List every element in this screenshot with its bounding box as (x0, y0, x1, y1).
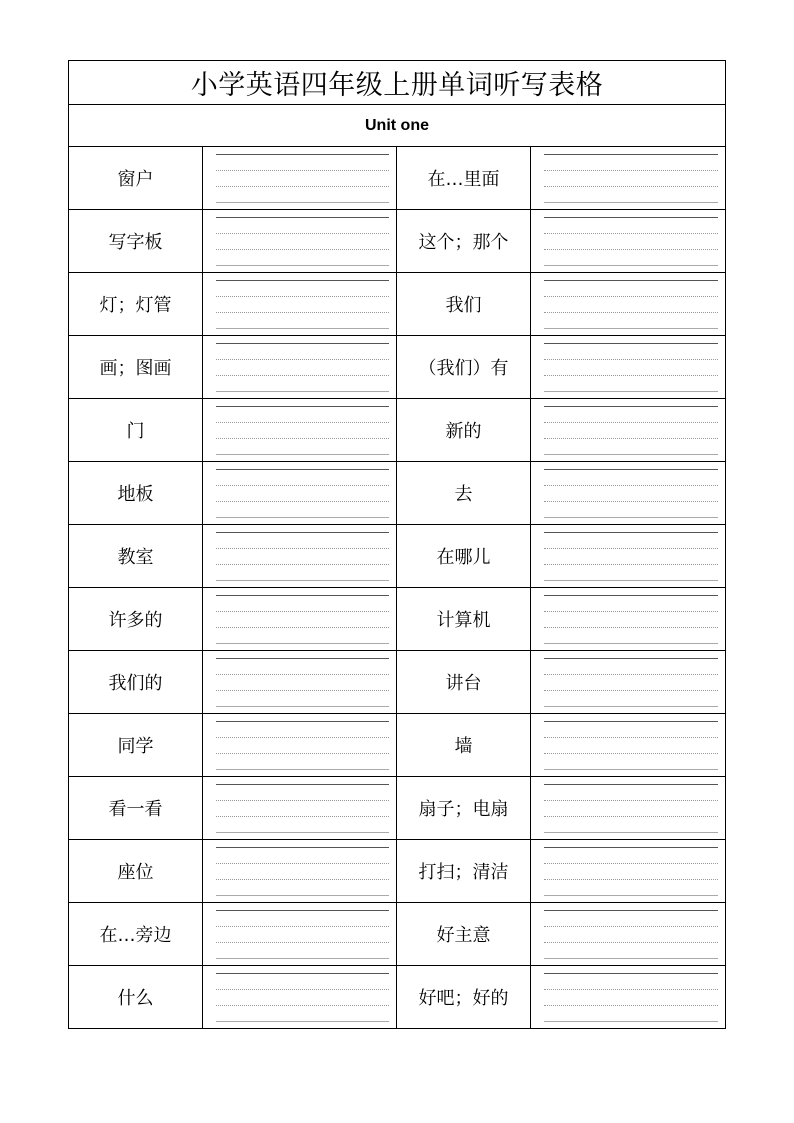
writing-guide-line (544, 769, 718, 770)
writing-lines (544, 532, 718, 581)
writing-guide-line (544, 832, 718, 833)
unit-heading: Unit one (69, 105, 726, 147)
writing-guide-line (544, 406, 718, 407)
answer-cell-right[interactable] (531, 462, 726, 525)
writing-guide-line (216, 564, 389, 565)
writing-guide-line (544, 690, 718, 691)
writing-guide-line (544, 926, 718, 927)
writing-guide-line (216, 958, 389, 959)
writing-guide-line (216, 580, 389, 581)
writing-guide-line (216, 643, 389, 644)
writing-guide-line (544, 910, 718, 911)
writing-guide-line (216, 186, 389, 187)
table-row (69, 714, 726, 777)
chinese-word-left: 我们的 (69, 651, 203, 714)
writing-lines (216, 595, 389, 644)
writing-guide-line (544, 202, 718, 203)
answer-cell-left[interactable] (203, 399, 397, 462)
writing-guide-line (544, 816, 718, 817)
writing-lines (216, 406, 389, 455)
answer-cell-right[interactable] (531, 903, 726, 966)
writing-guide-line (544, 249, 718, 250)
writing-guide-line (544, 879, 718, 880)
writing-lines (544, 280, 718, 329)
writing-guide-line (216, 690, 389, 691)
writing-lines (544, 343, 718, 392)
writing-guide-line (216, 469, 389, 470)
writing-guide-line (216, 627, 389, 628)
writing-guide-line (216, 517, 389, 518)
writing-guide-line (544, 674, 718, 675)
writing-lines (216, 343, 389, 392)
writing-lines (216, 847, 389, 896)
writing-guide-line (544, 532, 718, 533)
writing-guide-line (544, 800, 718, 801)
chinese-word-right: 打扫；清洁 (397, 840, 531, 903)
answer-cell-right[interactable] (531, 840, 726, 903)
writing-guide-line (544, 658, 718, 659)
table-row (69, 462, 726, 525)
chinese-word-left: 座位 (69, 840, 203, 903)
writing-guide-line (544, 296, 718, 297)
answer-cell-left[interactable] (203, 336, 397, 399)
chinese-word-left: 地板 (69, 462, 203, 525)
writing-guide-line (216, 769, 389, 770)
writing-guide-line (544, 595, 718, 596)
chinese-word-left: 门 (69, 399, 203, 462)
answer-cell-left[interactable] (203, 903, 397, 966)
writing-guide-line (216, 280, 389, 281)
writing-guide-line (544, 580, 718, 581)
writing-guide-line (544, 895, 718, 896)
writing-guide-line (216, 485, 389, 486)
writing-lines (544, 847, 718, 896)
chinese-word-right: 好主意 (397, 903, 531, 966)
answer-cell-right[interactable] (531, 588, 726, 651)
writing-guide-line (216, 863, 389, 864)
answer-cell-left[interactable] (203, 651, 397, 714)
writing-guide-line (216, 406, 389, 407)
writing-guide-line (216, 895, 389, 896)
writing-guide-line (216, 832, 389, 833)
answer-cell-right[interactable] (531, 525, 726, 588)
chinese-word-right: 在哪儿 (397, 525, 531, 588)
answer-cell-left[interactable] (203, 714, 397, 777)
writing-guide-line (216, 1021, 389, 1022)
writing-guide-line (216, 391, 389, 392)
answer-cell-left[interactable] (203, 147, 397, 210)
writing-guide-line (544, 280, 718, 281)
table-row (69, 525, 726, 588)
writing-guide-line (544, 989, 718, 990)
writing-lines (216, 280, 389, 329)
answer-cell-right[interactable] (531, 399, 726, 462)
answer-cell-left[interactable] (203, 588, 397, 651)
chinese-word-left: 灯；灯管 (69, 273, 203, 336)
writing-guide-line (216, 532, 389, 533)
writing-guide-line (216, 438, 389, 439)
writing-guide-line (544, 186, 718, 187)
writing-guide-line (216, 328, 389, 329)
writing-guide-line (216, 202, 389, 203)
writing-guide-line (544, 485, 718, 486)
table-row (69, 588, 726, 651)
writing-guide-line (544, 721, 718, 722)
writing-guide-line (216, 217, 389, 218)
writing-lines (216, 217, 389, 266)
answer-cell-right[interactable] (531, 147, 726, 210)
writing-guide-line (216, 249, 389, 250)
writing-guide-line (544, 359, 718, 360)
writing-lines (216, 154, 389, 203)
writing-guide-line (216, 501, 389, 502)
writing-guide-line (544, 753, 718, 754)
writing-guide-line (544, 328, 718, 329)
table-row (69, 966, 726, 1029)
writing-guide-line (544, 265, 718, 266)
answer-cell-right[interactable] (531, 777, 726, 840)
writing-guide-line (544, 517, 718, 518)
answer-cell-left[interactable] (203, 777, 397, 840)
writing-lines (216, 721, 389, 770)
writing-guide-line (216, 454, 389, 455)
writing-guide-line (544, 611, 718, 612)
table-row (69, 651, 726, 714)
answer-cell-left[interactable] (203, 273, 397, 336)
chinese-word-left: 窗户 (69, 147, 203, 210)
chinese-word-left: 在…旁边 (69, 903, 203, 966)
writing-guide-line (544, 1005, 718, 1006)
writing-guide-line (544, 863, 718, 864)
writing-guide-line (216, 1005, 389, 1006)
writing-lines (544, 910, 718, 959)
writing-guide-line (544, 454, 718, 455)
chinese-word-right: 讲台 (397, 651, 531, 714)
writing-guide-line (544, 501, 718, 502)
writing-lines (544, 658, 718, 707)
writing-lines (216, 469, 389, 518)
writing-guide-line (216, 265, 389, 266)
writing-guide-line (216, 296, 389, 297)
writing-guide-line (544, 847, 718, 848)
writing-guide-line (544, 784, 718, 785)
writing-guide-line (216, 942, 389, 943)
writing-lines (544, 721, 718, 770)
chinese-word-right: 扇子；电扇 (397, 777, 531, 840)
answer-cell-left[interactable] (203, 462, 397, 525)
page-title: 小学英语四年级上册单词听写表格 (69, 61, 726, 105)
writing-guide-line (544, 942, 718, 943)
chinese-word-right: 好吧；好的 (397, 966, 531, 1029)
answer-cell-right[interactable] (531, 651, 726, 714)
chinese-word-right: 计算机 (397, 588, 531, 651)
answer-cell-left[interactable] (203, 966, 397, 1029)
answer-cell-left[interactable] (203, 840, 397, 903)
chinese-word-left: 画；图画 (69, 336, 203, 399)
writing-lines (544, 973, 718, 1022)
writing-lines (544, 784, 718, 833)
writing-guide-line (216, 737, 389, 738)
writing-guide-line (544, 548, 718, 549)
table-row (69, 840, 726, 903)
writing-guide-line (216, 170, 389, 171)
writing-guide-line (216, 753, 389, 754)
chinese-word-right: 墙 (397, 714, 531, 777)
writing-guide-line (544, 564, 718, 565)
writing-lines (216, 784, 389, 833)
writing-guide-line (544, 958, 718, 959)
chinese-word-left: 同学 (69, 714, 203, 777)
writing-guide-line (216, 800, 389, 801)
writing-guide-line (216, 611, 389, 612)
writing-guide-line (216, 154, 389, 155)
chinese-word-right: 我们 (397, 273, 531, 336)
writing-guide-line (544, 170, 718, 171)
writing-guide-line (216, 816, 389, 817)
writing-guide-line (216, 548, 389, 549)
writing-guide-line (216, 989, 389, 990)
writing-guide-line (216, 312, 389, 313)
writing-guide-line (544, 312, 718, 313)
writing-guide-line (216, 926, 389, 927)
writing-guide-line (216, 422, 389, 423)
writing-lines (544, 469, 718, 518)
dictation-table (68, 60, 726, 1029)
writing-guide-line (216, 233, 389, 234)
answer-cell-left[interactable] (203, 525, 397, 588)
table-row (69, 210, 726, 273)
answer-cell-left[interactable] (203, 210, 397, 273)
writing-guide-line (544, 438, 718, 439)
table-row (69, 777, 726, 840)
writing-lines (544, 406, 718, 455)
chinese-word-left: 许多的 (69, 588, 203, 651)
writing-guide-line (216, 595, 389, 596)
writing-lines (544, 595, 718, 644)
writing-guide-line (216, 847, 389, 848)
table-row (69, 399, 726, 462)
chinese-word-left: 教室 (69, 525, 203, 588)
answer-cell-right[interactable] (531, 210, 726, 273)
writing-guide-line (216, 721, 389, 722)
writing-guide-line (216, 359, 389, 360)
writing-guide-line (544, 422, 718, 423)
chinese-word-right: 这个；那个 (397, 210, 531, 273)
chinese-word-right: 在…里面 (397, 147, 531, 210)
writing-lines (216, 532, 389, 581)
writing-guide-line (544, 233, 718, 234)
writing-guide-line (216, 343, 389, 344)
writing-guide-line (544, 217, 718, 218)
writing-guide-line (544, 973, 718, 974)
chinese-word-right: 新的 (397, 399, 531, 462)
writing-lines (216, 658, 389, 707)
writing-guide-line (544, 1021, 718, 1022)
writing-guide-line (216, 973, 389, 974)
writing-guide-line (216, 375, 389, 376)
writing-guide-line (544, 737, 718, 738)
writing-guide-line (216, 674, 389, 675)
writing-guide-line (216, 879, 389, 880)
writing-guide-line (544, 375, 718, 376)
writing-lines (544, 154, 718, 203)
chinese-word-right: 去 (397, 462, 531, 525)
answer-cell-right[interactable] (531, 273, 726, 336)
writing-guide-line (544, 154, 718, 155)
table-row (69, 903, 726, 966)
chinese-word-left: 写字板 (69, 210, 203, 273)
writing-lines (544, 217, 718, 266)
writing-guide-line (544, 469, 718, 470)
chinese-word-right: （我们）有 (397, 336, 531, 399)
writing-guide-line (216, 910, 389, 911)
chinese-word-left: 什么 (69, 966, 203, 1029)
writing-guide-line (544, 643, 718, 644)
writing-guide-line (544, 706, 718, 707)
writing-guide-line (544, 391, 718, 392)
writing-guide-line (216, 784, 389, 785)
table-row (69, 336, 726, 399)
answer-cell-right[interactable] (531, 966, 726, 1029)
answer-cell-right[interactable] (531, 336, 726, 399)
writing-guide-line (544, 627, 718, 628)
chinese-word-left: 看一看 (69, 777, 203, 840)
writing-guide-line (544, 343, 718, 344)
table-row (69, 147, 726, 210)
writing-lines (216, 973, 389, 1022)
answer-cell-right[interactable] (531, 714, 726, 777)
writing-lines (216, 910, 389, 959)
writing-guide-line (216, 658, 389, 659)
writing-guide-line (216, 706, 389, 707)
table-row (69, 273, 726, 336)
